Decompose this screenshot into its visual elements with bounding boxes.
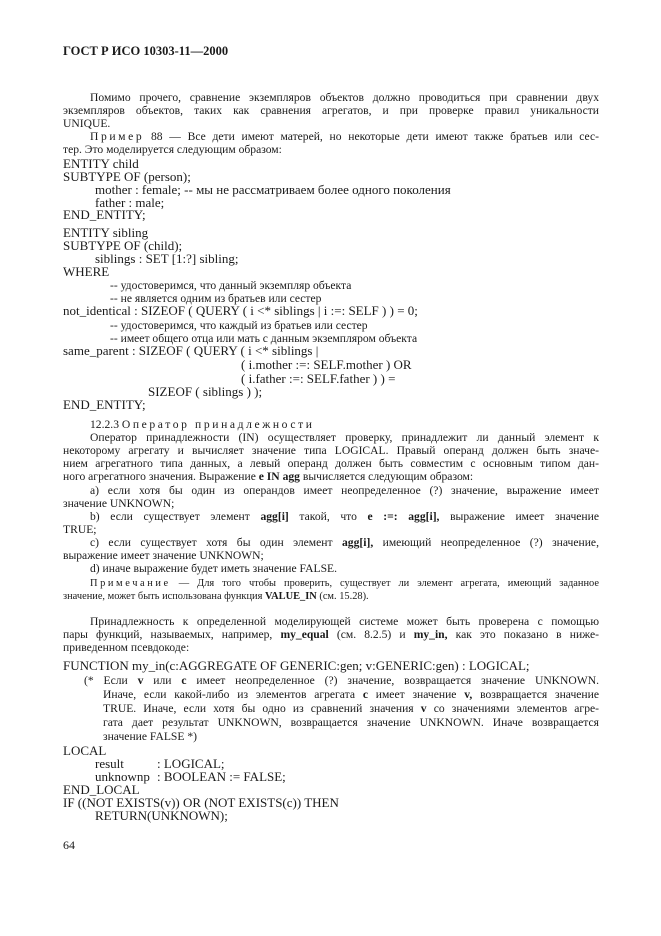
text: c) если существует хотя бы один элемент [90, 536, 333, 549]
text: имеет значение [375, 688, 457, 701]
paragraph-line: нием агрегатного типа данных, а левый операнд должен быть совместим с основным типом дан- [63, 457, 599, 470]
text: такой, что [299, 510, 357, 523]
code-comment: -- удостоверимся, что данный экземпляр объекта [110, 279, 352, 292]
text: или [153, 674, 172, 687]
code-line: LOCAL [63, 743, 107, 758]
text: со значениями элементов агре- [433, 702, 599, 715]
section-title: Оператор принадлежности [121, 418, 315, 431]
example-text: 88 — Все дети имеют матерей, но некоторые дети имеют также братьев или сес- [150, 130, 599, 143]
paragraph-line: Принадлежность к определенной моделирующей системе может быть проверена с помощью [90, 615, 599, 628]
code-comment: -- не является одним из братьев или сестер [110, 292, 322, 305]
code-line: not_identical : SIZEOF ( QUERY ( i <* siblings | i :=: SELF ) ) = 0; [63, 303, 418, 318]
code-line: FUNCTION my_in(c:AGGREGATE OF GENERIC:gen; v:GENERIC:gen) : LOGICAL; [63, 658, 530, 673]
text: возвращается значение [480, 688, 599, 701]
code-comment: гата дает результат UNKNOWN, возвращается значение UNKNOWN. Иначе возвращается [103, 716, 599, 729]
code-line: same_parent : SIZEOF ( QUERY ( i <* siblings | [63, 343, 319, 358]
code-term: c [181, 674, 187, 687]
text: (* Если [84, 674, 128, 687]
code-comment: -- удостоверимся, что каждый из братьев или сестер [110, 319, 368, 332]
section-number: 12.2.3 [90, 418, 119, 431]
list-item-b: TRUE; [63, 523, 97, 536]
code-comment: -- имеет общего отца или мать с данным экземпляром объекта [110, 332, 418, 345]
code-comment [84, 674, 599, 687]
code-line: RETURN(UNKNOWN); [95, 808, 228, 823]
document-header: ГОСТ Р ИСО 10303-11—2000 [63, 44, 229, 58]
text: — Для того чтобы проверить, существует ли элемент агрегата, имеющий заданное [178, 578, 599, 589]
text: unknownp [95, 769, 150, 784]
example-line: тер. Это моделируется следующим образом: [63, 143, 282, 156]
code-line: ENTITY sibling [63, 225, 149, 240]
code-term: e IN agg [258, 470, 300, 483]
code-line: SUBTYPE OF (child); [63, 238, 183, 253]
code-term: c [362, 688, 368, 701]
code-line: END_ENTITY; [63, 207, 146, 222]
code-line: END_ENTITY; [63, 397, 146, 412]
text: ного агрегатного значения. Выражение [63, 470, 256, 483]
text: имеющий неопределенное (?) значение, [382, 536, 599, 549]
code-line: IF ((NOT EXISTS(v)) OR (NOT EXISTS(c)) THEN [63, 795, 339, 810]
code-line: ENTITY child [63, 156, 139, 171]
code-term: v, [464, 688, 473, 701]
list-item-d: d) иначе выражение будет иметь значение FALSE. [90, 562, 338, 575]
code-term: v [137, 674, 144, 687]
text: : BOOLEAN := FALSE; [157, 769, 286, 784]
code-line: WHERE [63, 264, 110, 279]
paragraph-line: экземпляров объектов, таких как сравнения агрегатов, и при проверке правил уникальности [63, 104, 599, 117]
code-term: agg[i] [260, 510, 289, 523]
code-line: ( i.mother :=: SELF.mother ) OR [241, 357, 412, 372]
text: result [95, 756, 124, 771]
paragraph-line: Оператор принадлежности (IN) осуществляет проверку, принадлежит ли данный элемент к [90, 431, 599, 444]
text: b) если существует элемент [90, 510, 250, 523]
page-number: 64 [63, 838, 75, 852]
text: TRUE. Иначе, если хотя бы одно из сравнений значения [103, 702, 414, 715]
example-label: Пример [90, 130, 145, 143]
code-line: END_LOCAL [63, 782, 140, 797]
code-term: v [420, 702, 427, 715]
code-term: VALUE_IN [264, 591, 317, 602]
text: как это показано в ниже- [455, 628, 600, 641]
text: (см. 8.2.5) и [336, 628, 406, 641]
code-comment: значение FALSE *) [103, 730, 198, 743]
text: пары функций, называемых, например, [63, 628, 273, 641]
paragraph-line: UNIQUE. [63, 117, 111, 130]
code-comment [103, 688, 599, 701]
list-item-c: выражение имеет значение UNKNOWN; [63, 549, 264, 562]
code-term: my_equal [280, 628, 329, 641]
example-line [63, 130, 599, 143]
note-line [63, 590, 599, 603]
text: Иначе, если какой-либо из элементов агрегата [103, 688, 356, 701]
list-item-c [63, 536, 599, 549]
code-line: SUBTYPE OF (person); [63, 169, 191, 184]
section-heading [63, 418, 599, 431]
code-line [95, 770, 631, 783]
code-line: SIZEOF ( siblings ) ); [148, 384, 263, 399]
code-line: siblings : SET [1:?] sibling; [95, 251, 239, 266]
code-term: agg[i], [341, 536, 374, 549]
paragraph-line: Помимо прочего, сравнение экземпляров объектов должно проводиться при сравнении двух [90, 91, 599, 104]
code-term: e :=: agg[i], [367, 510, 440, 523]
text: вычисляется следующим образом: [302, 470, 474, 483]
note-line [63, 577, 599, 590]
code-line: mother : female; -- мы не рассматриваем более одного поколения [95, 182, 451, 197]
list-item-a: значение UNKNOWN; [63, 497, 175, 510]
code-line: ( i.father :=: SELF.father ) ) = [241, 371, 396, 386]
paragraph-line [63, 470, 599, 483]
text: : LOGICAL; [157, 756, 225, 771]
text: (см. 15.28). [319, 591, 369, 602]
paragraph-line [63, 628, 599, 641]
text: выражение имеет значение [450, 510, 599, 523]
note-label: Примечание [90, 578, 171, 589]
code-line: father : male; [95, 195, 165, 210]
list-item-b [63, 510, 599, 523]
code-comment [103, 702, 599, 715]
text: значение, может быть использована функция [63, 591, 263, 602]
paragraph-line: некоторому агрегату и вычисляет значение типа LOGICAL. Правый операнд должен быть значе- [63, 444, 599, 457]
code-term: my_in, [413, 628, 448, 641]
paragraph-line: приведенном псевдокоде: [63, 641, 190, 654]
list-item-a: a) если хотя бы один из операндов имеет неопределенное (?) значение, выражение имеет [90, 484, 599, 497]
text: имеет неопределенное (?) значение, возвращается значение UNKNOWN. [196, 674, 600, 687]
